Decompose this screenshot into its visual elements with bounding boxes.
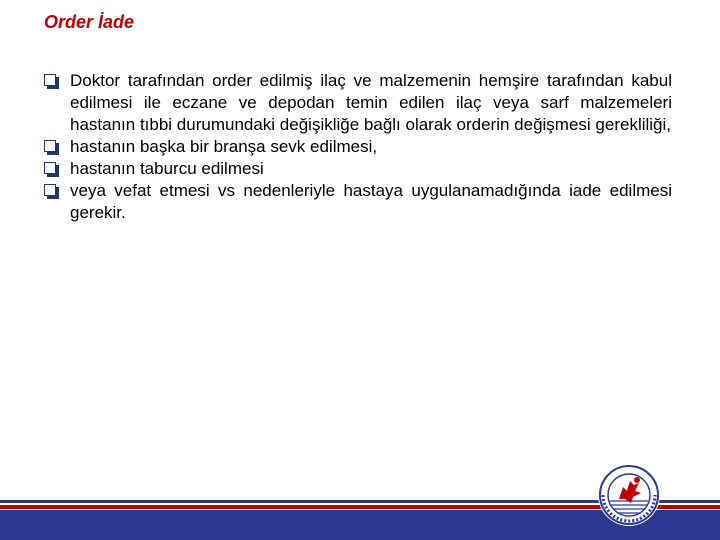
list-item [44, 180, 672, 224]
checkbox-square-icon [44, 184, 56, 196]
checkbox-square-icon [44, 74, 56, 86]
checkbox-square-icon [44, 162, 56, 174]
bullet-text: hastanın başka bir branşa sevk edilmesi, [70, 137, 378, 156]
university-emblem-icon [597, 463, 661, 527]
bullet-text: hastanın taburcu edilmesi [70, 159, 264, 178]
list-item [44, 158, 672, 180]
bullet-list [44, 70, 672, 224]
list-item [44, 70, 672, 136]
list-item [44, 136, 672, 158]
bullet-text: Doktor tarafından order edilmiş ilaç ve malzemenin hemşire tarafından kabul edilmesi ile eczane ve depodan temin edilen ilaç veya sarf malzemeleri hastanın tıbbi durumundaki değişikliğe bağlı olarak orderin değişmesi gerekliliği, [70, 71, 672, 134]
checkbox-square-icon [44, 140, 56, 152]
bullet-text: veya vefat etmesi vs nedenleriyle hastaya uygulanamadığında iade edilmesi gerekir. [70, 181, 672, 222]
slide-title: Order İade [44, 12, 135, 32]
